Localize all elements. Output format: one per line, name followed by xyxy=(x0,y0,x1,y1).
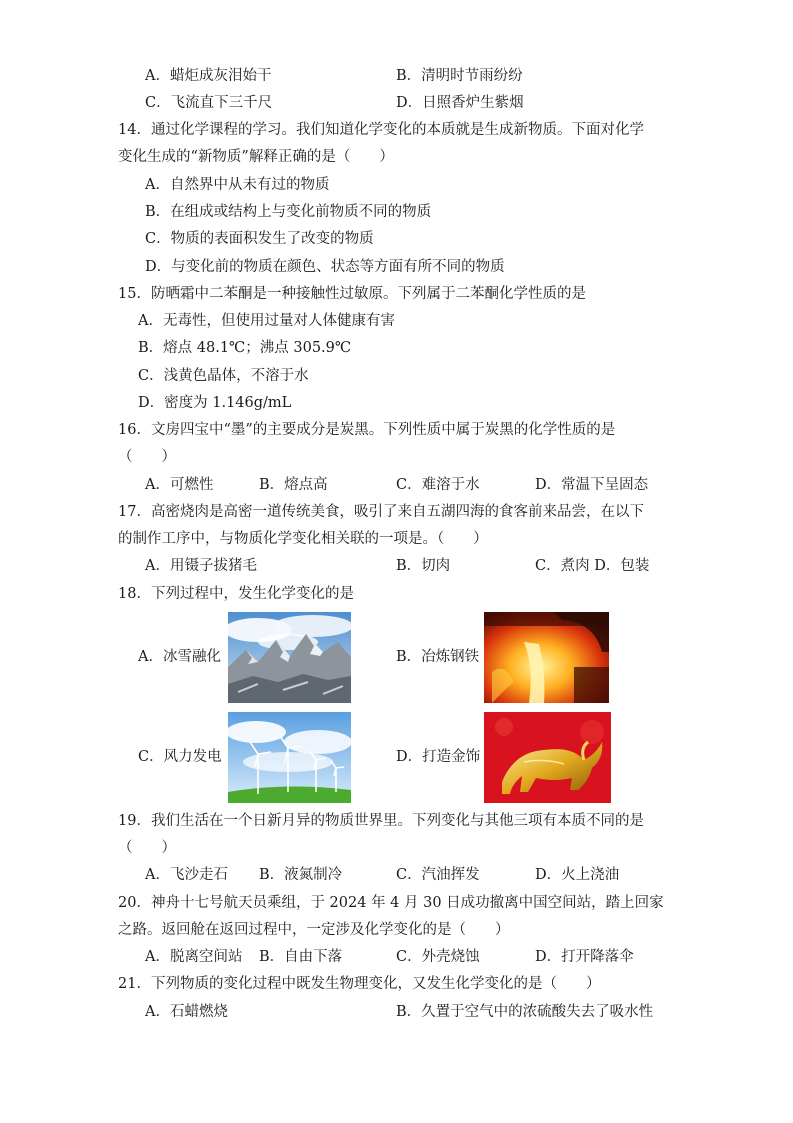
q20-option-a: A．脱离空间站 xyxy=(145,949,243,965)
q13-option-b: B．清明时节雨纷纷 xyxy=(396,68,523,84)
q14-stem-line1: 14．通过化学课程的学习。我们知道化学变化的本质就是生成新物质。下面对化学 xyxy=(118,122,644,138)
q20-option-c: C．外壳烧蚀 xyxy=(396,949,480,965)
q15-option-d: D．密度为 1.146g/mL xyxy=(138,395,292,411)
golden-bull-image xyxy=(484,712,611,803)
q19-stem-line1: 19．我们生活在一个日新月异的物质世界里。下列变化与其他三项有本质不同的是 xyxy=(118,813,644,829)
q16-option-a: A．可燃性 xyxy=(145,477,214,493)
q18-stem: 18．下列过程中，发生化学变化的是 xyxy=(118,586,354,602)
q19-option-b: B．液氮制冷 xyxy=(259,867,343,883)
q15-option-c: C．浅黄色晶体，不溶于水 xyxy=(138,368,309,384)
q18-option-c: C．风力发电 xyxy=(138,749,222,765)
q14-option-b: B．在组成或结构上与变化前物质不同的物质 xyxy=(145,204,432,220)
q19-option-c: C．汽油挥发 xyxy=(396,867,480,883)
q17-stem-line1: 17．高密烧肉是高密一道传统美食，吸引了来自五湖四海的食客前来品尝，在以下 xyxy=(118,504,644,520)
q16-option-c: C．难溶于水 xyxy=(396,477,480,493)
q19-stem-line2: （ ） xyxy=(118,840,176,856)
q16-stem-line2: （ ） xyxy=(118,449,176,465)
steel-smelting-image xyxy=(484,612,609,703)
q15-option-a: A．无毒性，但使用过量对人体健康有害 xyxy=(138,313,395,329)
q14-stem-line2: 变化生成的“新物质”解释正确的是（ ） xyxy=(118,149,394,165)
q17-option-b: B．切肉 xyxy=(396,558,451,574)
q16-option-d: D．常温下呈固态 xyxy=(535,477,649,493)
q20-stem-line2: 之路。返回舱在返回过程中，一定涉及化学变化的是（ ） xyxy=(118,922,510,938)
q15-stem: 15．防晒霜中二苯酮是一种接触性过敏原。下列属于二苯酮化学性质的是 xyxy=(118,286,586,302)
q17-option-a: A．用镊子拔猪毛 xyxy=(145,558,257,574)
q19-option-a: A．飞沙走石 xyxy=(145,867,228,883)
q14-option-d: D．与变化前的物质在颜色、状态等方面有所不同的物质 xyxy=(145,259,505,275)
q17-stem-line2: 的制作工序中，与物质化学变化相关联的一项是。（ ） xyxy=(118,531,488,547)
q18-option-d: D．打造金饰 xyxy=(396,749,481,765)
q20-option-b: B．自由下落 xyxy=(259,949,343,965)
q15-option-b: B．熔点 48.1℃；沸点 305.9℃ xyxy=(138,340,352,356)
q13-option-d: D．日照香炉生紫烟 xyxy=(396,95,524,111)
q14-option-c: C．物质的表面积发生了改变的物质 xyxy=(145,231,374,247)
q17-option-c-d: C．煮肉 D．包装 xyxy=(535,558,650,574)
wind-turbines-image xyxy=(228,712,351,803)
q14-option-a: A．自然界中从未有过的物质 xyxy=(145,177,330,193)
q13-option-a: A．蜡炬成灰泪始干 xyxy=(145,68,272,84)
q20-option-d: D．打开降落伞 xyxy=(535,949,634,965)
q16-stem-line1: 16．文房四宝中“墨”的主要成分是炭黑。下列性质中属于炭黑的化学性质的是 xyxy=(118,422,616,438)
q19-option-d: D．火上浇油 xyxy=(535,867,620,883)
snowy-mountain-image xyxy=(228,612,351,703)
q21-option-a: A．石蜡燃烧 xyxy=(145,1004,228,1020)
q20-stem-line1: 20．神舟十七号航天员乘组，于 2024 年 4 月 30 日成功撤离中国空间站，踏上回家 xyxy=(118,895,664,911)
q16-option-b: B．熔点高 xyxy=(259,477,328,493)
q18-option-a: A．冰雪融化 xyxy=(138,649,221,665)
q13-option-c: C．飞流直下三千尺 xyxy=(145,95,273,111)
q18-option-b: B．冶炼钢铁 xyxy=(396,649,480,665)
q21-option-b: B．久置于空气中的浓硫酸失去了吸水性 xyxy=(396,1004,654,1020)
q21-stem: 21．下列物质的变化过程中既发生物理变化，又发生化学变化的是（ ） xyxy=(118,976,601,992)
